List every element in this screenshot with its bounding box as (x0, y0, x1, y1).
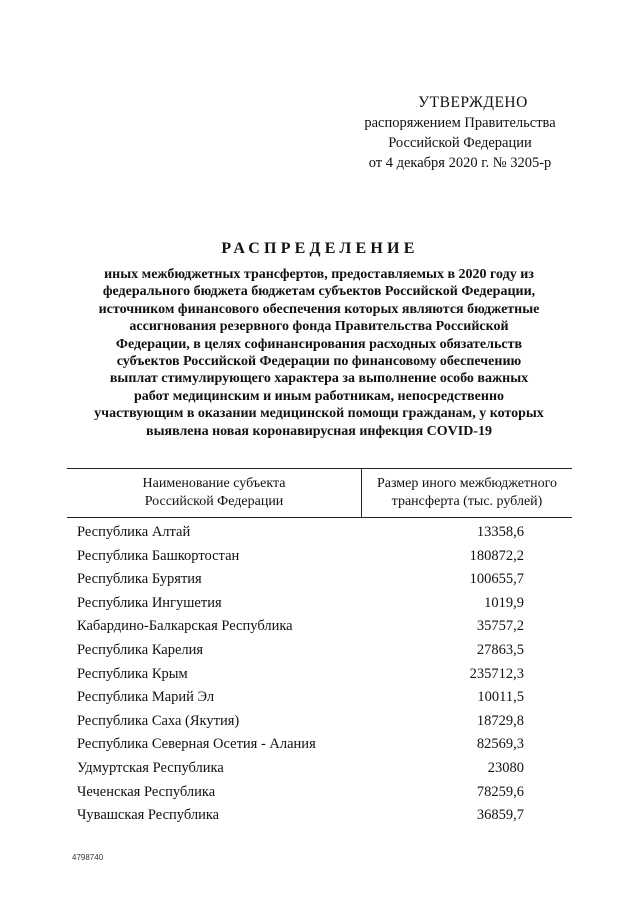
region-name: Республика Крым (77, 665, 188, 682)
approval-line-3: от 4 декабря 2020 г. № 3205-р (368, 155, 552, 171)
subtitle-line: федерального бюджета бюджетам субъектов Российской Федерации, (102, 284, 536, 300)
transfer-amount: 27863,5 (476, 641, 524, 658)
transfer-amount: 23080 (487, 759, 524, 776)
region-name: Кабардино-Балкарская Республика (77, 618, 293, 635)
table-row (0, 545, 640, 569)
region-name: Республика Карелия (77, 641, 204, 658)
transfer-amount: 100655,7 (469, 571, 524, 588)
column-header-region-line-2: Российской Федерации (144, 494, 284, 509)
region-name: Республика Алтай (77, 524, 191, 540)
subtitle-line: выявлена новая коронавирусная инфекция COVID-19 (146, 423, 492, 439)
table-row (0, 757, 640, 781)
table-row (0, 568, 640, 592)
transfer-amount: 18729,8 (476, 712, 524, 729)
table-row (0, 733, 640, 757)
approved-heading: УТВЕРЖДЕНО (418, 94, 528, 111)
table-row (0, 615, 640, 639)
table-row (0, 710, 640, 734)
table-row (0, 639, 640, 663)
table-row (0, 686, 640, 710)
subtitle-line: выплат стимулирующего характера за выполнение особо важных (109, 371, 529, 387)
approval-line-2: Российской Федерации (388, 135, 532, 151)
region-name: Чувашская Республика (77, 807, 220, 824)
transfer-amount: 36859,7 (476, 807, 524, 824)
subtitle-line: участвующим в оказании медицинской помощи гражданам, у которых (94, 406, 544, 422)
transfer-amount: 82569,3 (476, 736, 524, 753)
transfer-amount: 235712,3 (469, 665, 524, 682)
transfer-amount: 35757,2 (476, 618, 524, 635)
document-title: РАСПРЕДЕЛЕНИЕ (221, 240, 419, 257)
region-name: Чеченская Республика (77, 783, 216, 800)
region-name: Республика Ингушетия (77, 594, 222, 611)
table-row (0, 804, 640, 828)
region-name: Удмуртская Республика (77, 759, 224, 776)
document-number: 4798740 (72, 853, 104, 862)
table-body (0, 521, 640, 828)
approval-line-1: распоряжением Правительства (364, 115, 556, 131)
table-row (0, 781, 640, 805)
table-row (0, 592, 640, 616)
transfer-amount: 180872,2 (469, 547, 524, 564)
subtitle-line: Федерации, в целях софинансирования расходных обязательств (115, 336, 523, 352)
transfer-amount: 13358,6 (476, 524, 524, 540)
transfer-amount: 1019,9 (484, 594, 524, 611)
transfer-amount: 10011,5 (477, 689, 524, 706)
column-header-region-line-1: Наименование субъекта (142, 476, 286, 491)
transfer-amount: 78259,6 (476, 783, 524, 800)
table-header (67, 468, 572, 518)
region-name: Республика Северная Осетия - Алания (77, 736, 316, 753)
subtitle-line: источником финансового обеспечения которых являются бюджетные (98, 301, 540, 317)
subtitle-line: субъектов Российской Федерации по финансовому обеспечению (116, 354, 522, 370)
approval-stamp (330, 93, 590, 173)
column-header-amount (362, 469, 572, 517)
region-name: Республика Башкортостан (77, 547, 240, 564)
column-header-amount-line-2: трансферта (тыс. рублей) (391, 494, 543, 509)
column-header-region (67, 469, 362, 517)
document-subtitle (66, 266, 572, 440)
subtitle-line: иных межбюджетных трансфертов, предоставляемых в 2020 году из (104, 267, 534, 282)
table-row (0, 663, 640, 687)
table-row (0, 521, 640, 545)
region-name: Республика Саха (Якутия) (77, 712, 240, 729)
region-name: Республика Бурятия (77, 571, 202, 588)
subtitle-line: ассигнования резервного фонда Правительства Российской (129, 319, 509, 335)
subtitle-line: работ медицинским и иным работникам, непосредственно (133, 388, 505, 404)
column-header-amount-line-1: Размер иного межбюджетного (376, 476, 558, 491)
region-name: Республика Марий Эл (77, 689, 215, 706)
